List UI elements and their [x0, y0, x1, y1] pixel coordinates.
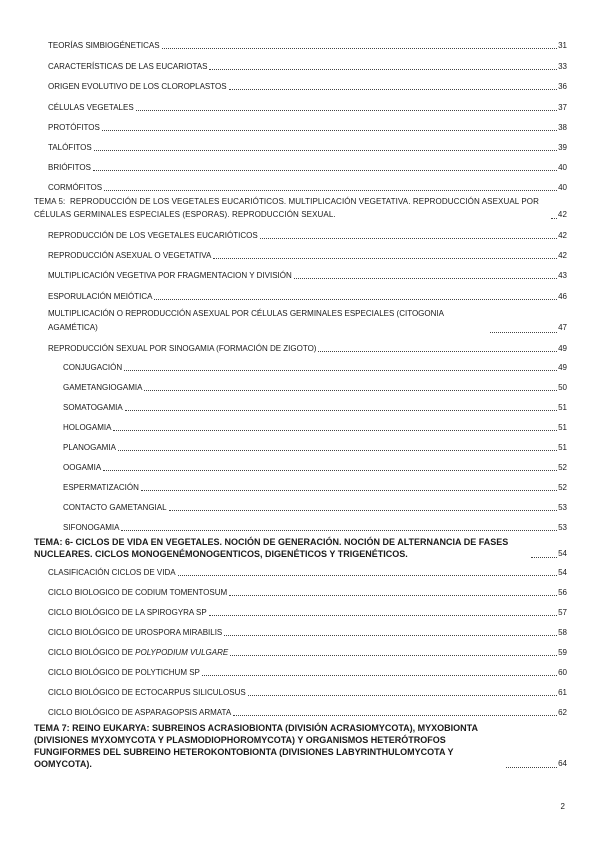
toc-entry-contacto-gametangial[interactable] [34, 499, 567, 513]
toc-entry-title-species: POLYPODIUM VULGARE [135, 648, 229, 657]
toc-entry-page: 51 [558, 443, 567, 452]
toc-entry-title: MULTIPLICACIÓN O REPRODUCCIÓN ASEXUAL POR CÉLULAS GERMINALES ESPECIALES (CITOGONIA AGAMÉTICA) [48, 309, 446, 332]
dot-leader [178, 574, 558, 576]
dot-leader [229, 88, 558, 90]
toc-entry-title: GAMETANGIOGAMIA [63, 383, 143, 392]
dot-leader [248, 694, 557, 696]
toc-entry-title: HOLOGAMIA [63, 423, 112, 432]
toc-entry-ciclo-polytichum[interactable] [34, 664, 567, 678]
toc-entry-title: REPRODUCCIÓN SEXUAL POR SINOGAMIA (FORMACIÓN DE ZIGOTO) [48, 344, 317, 353]
toc-entry-page: 40 [558, 183, 567, 192]
toc-entry-somatogamia[interactable] [34, 399, 567, 413]
toc-entry-title: BRIÓFITOS [48, 163, 91, 172]
toc-entry-title: CARACTERÍSTICAS DE LAS EUCARIOTAS [48, 62, 208, 71]
toc-entry-title: CICLO BIOLÓGICO DE ASPARAGOPSIS ARMATA [48, 708, 232, 717]
toc-entry-reproduccion-asexual[interactable] [34, 247, 567, 261]
dot-leader [202, 674, 557, 676]
dot-leader [104, 189, 557, 191]
toc-entry-page: 31 [558, 41, 567, 50]
toc-entry-title: SIFONOGAMIA [63, 523, 120, 532]
toc-entry-title: TALÓFITOS [48, 143, 92, 152]
toc-section-page: 64 [558, 759, 567, 768]
dot-leader [169, 509, 558, 511]
dot-leader [260, 237, 557, 239]
toc-section-title: TEMA 5: REPRODUCCIÓN DE LOS VEGETALES EUCARIÓTICOS. MULTIPLICACIÓN VEGETATIVA. REPRODUCCIÓN ASEXUAL POR CÉLULAS GERMINALES ESPECIALES (ESPORAS). REPRODUCCIÓN SEXUAL. [34, 197, 542, 219]
dot-leader [294, 277, 557, 279]
dot-leader [229, 594, 557, 596]
dot-leader [213, 257, 557, 259]
toc-entry-title: CONTACTO GAMETANGIAL [63, 503, 167, 512]
toc-entry-page: 39 [558, 143, 567, 152]
toc-section-title: TEMA: 6- CICLOS DE VIDA EN VEGETALES. NOCIÓN DE GENERACIÓN. NOCIÓN DE ALTERNANCIA DE FASES NUCLEARES. CICLOS MONOGENÉMONOGENTICOS, DIGENÉTICOS Y TRIGENÉTICOS. [34, 537, 511, 559]
toc-entry-page: 42 [558, 251, 567, 260]
toc-entry-cormofitos[interactable] [34, 179, 567, 193]
toc-entry-title: MULTIPLICACIÓN VEGETIVA POR FRAGMENTACION Y DIVISIÓN [48, 271, 292, 280]
toc-entry-oogamia[interactable] [34, 459, 567, 473]
toc-entry-page: 49 [558, 363, 567, 372]
dot-leader [136, 109, 557, 111]
toc-entry-page: 60 [558, 668, 567, 677]
toc-entry-hologamia[interactable] [34, 419, 567, 433]
toc-entry-page: 49 [558, 344, 567, 353]
toc-entry-page: 57 [558, 608, 567, 617]
toc-entry-page: 46 [558, 292, 567, 301]
table-of-contents [34, 34, 567, 770]
toc-entry-page: 53 [558, 523, 567, 532]
toc-entry-citogonia-agametica[interactable] [34, 307, 567, 335]
toc-entry-teorias-simbiogeneticas[interactable] [34, 37, 567, 51]
dot-leader [233, 714, 557, 716]
dot-leader [103, 469, 557, 471]
toc-entry-page: 51 [558, 423, 567, 432]
toc-entry-caracteristicas-eucariotas[interactable] [34, 58, 567, 72]
toc-entry-page: 56 [558, 588, 567, 597]
toc-entry-title: ESPORULACIÓN MEIÓTICA [48, 292, 153, 301]
toc-entry-title: CONJUGACIÓN [63, 363, 123, 372]
toc-section-title: TEMA 7: REINO EUKARYA: SUBREINOS ACRASIOBIONTA (DIVISIÓN ACRASIOMYCOTA), MYXOBIONTA (DIVISIONES MYXOMYCOTA Y PLASMODIOPHOROMYCOTA) Y ORGANISMOS HETERÓTROFOS FUNGIFORMES DEL SUBREINO HETEROKONTOBIONTA (DIVISIONES LABYRINTHULOMYCOTA Y OOMYCOTA). [34, 723, 481, 769]
toc-section-page: 54 [558, 549, 567, 558]
dot-leader [102, 129, 557, 131]
toc-entry-page: 62 [558, 708, 567, 717]
dot-leader [121, 529, 557, 531]
toc-entry-page: 59 [558, 648, 567, 657]
toc-entry-page: 61 [558, 688, 567, 697]
toc-entry-title: REPRODUCCIÓN ASEXUAL O VEGETATIVA [48, 251, 212, 260]
toc-entry-title: CÉLULAS VEGETALES [48, 103, 134, 112]
toc-entry-title-prefix: CICLO BIOLÓGICO DE [48, 648, 133, 657]
toc-entry-espermatizacion[interactable] [34, 479, 567, 493]
toc-entry-page: 33 [558, 62, 567, 71]
toc-entry-page: 52 [558, 463, 567, 472]
dot-leader [141, 489, 557, 491]
toc-entry-gametangiogamia[interactable] [34, 379, 567, 393]
toc-entry-title: PROTÓFITOS [48, 123, 100, 132]
toc-entry-title: CICLO BIOLÓGICO DE LA SPIROGYRA SP [48, 608, 207, 617]
toc-entry-planogamia[interactable] [34, 439, 567, 453]
toc-entry-page: 36 [558, 82, 567, 91]
toc-entry-talofitos[interactable] [34, 139, 567, 153]
dot-leader [125, 409, 557, 411]
toc-entry-protofitos[interactable] [34, 119, 567, 133]
toc-entry-reproduccion-sexual-sinogamia[interactable] [34, 340, 567, 354]
toc-entry-title: CICLO BIOLÓGICO DE UROSPORA MIRABILIS [48, 628, 223, 637]
toc-entry-title: ORIGEN EVOLUTIVO DE LOS CLOROPLASTOS [48, 82, 227, 91]
dot-leader [551, 217, 557, 219]
toc-entry-title: SOMATOGAMIA [63, 403, 123, 412]
toc-entry-page: 40 [558, 163, 567, 172]
toc-entry-title: REPRODUCCIÓN DE LOS VEGETALES EUCARIÓTICOS [48, 231, 258, 240]
dot-leader [490, 331, 557, 333]
dot-leader [154, 298, 557, 300]
toc-entry-esporulacion-meiotica[interactable] [34, 288, 567, 302]
toc-entry-briofitos[interactable] [34, 159, 567, 173]
toc-entry-title: CICLO BIOLOGICO DE CODIUM TOMENTOSUM [48, 588, 228, 597]
dot-leader [318, 350, 557, 352]
toc-section-tema-6[interactable] [34, 536, 567, 560]
toc-entry-origen-cloroplastos[interactable] [34, 78, 567, 92]
toc-entry-title: PLANOGAMIA [63, 443, 116, 452]
dot-leader [94, 149, 557, 151]
dot-leader [144, 389, 557, 391]
toc-entry-ciclo-urospora[interactable] [34, 624, 567, 638]
toc-entry-page: 50 [558, 383, 567, 392]
dot-leader [230, 654, 557, 656]
toc-entry-title: CICLO BIOLÓGICO DE ECTOCARPUS SILICULOSUS [48, 688, 246, 697]
toc-entry-page: 54 [558, 568, 567, 577]
toc-entry-title: CORMÓFITOS [48, 183, 103, 192]
toc-entry-conjugacion[interactable] [34, 359, 567, 373]
toc-entry-ciclo-codium[interactable] [34, 584, 567, 598]
dot-leader [209, 614, 557, 616]
toc-entry-ciclo-asparagopsis[interactable] [34, 704, 567, 718]
dot-leader [209, 68, 557, 70]
toc-entry-page: 37 [558, 103, 567, 112]
toc-entry-title: OOGAMIA [63, 463, 102, 472]
dot-leader [162, 47, 558, 49]
toc-entry-reproduccion-vegetales[interactable] [34, 227, 567, 241]
toc-entry-page: 43 [558, 271, 567, 280]
toc-entry-ciclo-spirogyra[interactable] [34, 604, 567, 618]
dot-leader [531, 556, 557, 558]
toc-entry-title: TEORÍAS SIMBIOGÉNETICAS [48, 41, 160, 50]
toc-entry-page: 58 [558, 628, 567, 637]
dot-leader [224, 634, 557, 636]
toc-entry-multiplicacion-fragmentacion[interactable] [34, 267, 567, 281]
toc-section-tema-7[interactable] [34, 722, 567, 770]
toc-entry-page: 53 [558, 503, 567, 512]
toc-entry-page: 42 [558, 231, 567, 240]
dot-leader [93, 169, 557, 171]
toc-entry-page: 51 [558, 403, 567, 412]
toc-entry-title: ESPERMATIZACIÓN [63, 483, 139, 492]
toc-entry-celulas-vegetales[interactable] [34, 99, 567, 113]
dot-leader [506, 766, 557, 768]
toc-entry-page: 52 [558, 483, 567, 492]
toc-entry-clasificacion-ciclos[interactable] [34, 564, 567, 578]
toc-entry-title: CLASIFICACIÓN CICLOS DE VIDA [48, 568, 176, 577]
toc-entry-title [48, 648, 228, 658]
dot-leader [124, 369, 557, 371]
toc-entry-ciclo-ectocarpus[interactable] [34, 684, 567, 698]
toc-section-page: 42 [557, 210, 567, 219]
toc-section-tema-5[interactable] [34, 195, 567, 221]
page-number: 2 [560, 802, 565, 811]
toc-entry-page: 38 [558, 123, 567, 132]
toc-entry-title: CICLO BIOLÓGICO DE POLYTICHUM SP [48, 668, 200, 677]
toc-entry-sifonogamia[interactable] [34, 519, 567, 533]
toc-entry-ciclo-polypodium[interactable] [34, 644, 567, 658]
dot-leader [118, 449, 557, 451]
dot-leader [113, 429, 557, 431]
toc-entry-page: 47 [558, 323, 567, 332]
